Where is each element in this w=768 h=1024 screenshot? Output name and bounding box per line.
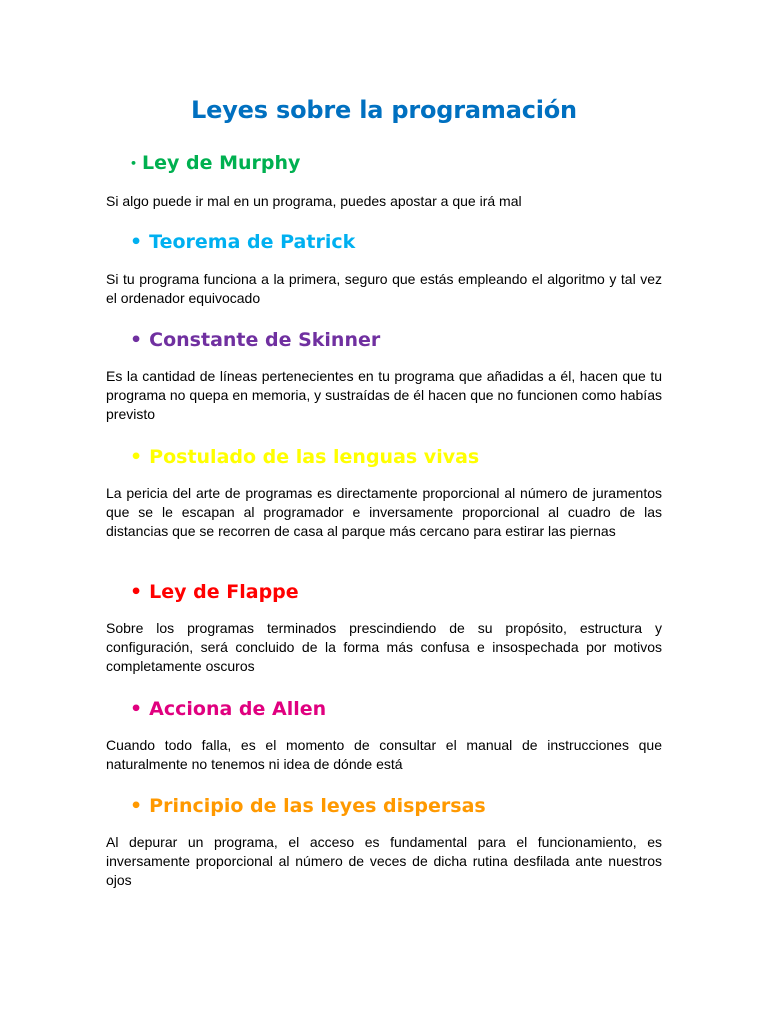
paragraph-teorema-de-patrick: Si tu programa funciona a la primera, seguro que estás empleando el algoritmo y tal vez el ordenador equivocado (106, 271, 662, 306)
heading-text: Teorema de Patrick (149, 231, 356, 253)
paragraph-principio-leyes-dispersas: Al depurar un programa, el acceso es fundamental para el funcionamiento, es inversamente proporcional al número de veces de dicha rutina desfilada ante nuestros ojos (106, 834, 662, 888)
bullet-icon: • (130, 795, 143, 817)
heading-teorema-de-patrick (130, 231, 355, 253)
heading-text: Postulado de las lenguas vivas (149, 446, 480, 468)
heading-ley-de-flappe (130, 581, 299, 603)
heading-acciona-de-allen (130, 698, 326, 720)
bullet-icon: • (130, 231, 143, 253)
heading-ley-de-murphy (130, 152, 300, 174)
heading-postulado-lenguas-vivas (130, 446, 479, 468)
heading-text: Constante de Skinner (149, 329, 381, 351)
bullet-icon: • (130, 581, 143, 603)
heading-text: Ley de Murphy (142, 152, 301, 174)
heading-constante-de-skinner (130, 329, 380, 351)
paragraph-acciona-de-allen: Cuando todo falla, es el momento de consultar el manual de instrucciones que naturalmente no tenemos ni idea de dónde está (106, 737, 662, 772)
heading-text: Principio de las leyes dispersas (149, 795, 486, 817)
paragraph-ley-de-flappe: Sobre los programas terminados prescindiendo de su propósito, estructura y configuración, será concluido de la forma más confusa e insospechada por motivos completamente oscuros (106, 620, 662, 674)
heading-text: Acciona de Allen (149, 698, 327, 720)
paragraph-ley-de-murphy: Si algo puede ir mal en un programa, puedes apostar a que irá mal (106, 193, 522, 209)
heading-principio-leyes-dispersas (130, 795, 486, 817)
paragraph-postulado-lenguas-vivas: La pericia del arte de programas es directamente proporcional al número de juramentos que se le escapan al programador e inversamente proporcional al cuadro de las distancias que se recorren de casa al parque más cercano para estirar las piernas (106, 485, 662, 539)
paragraph-constante-de-skinner: Es la cantidad de líneas pertenecientes en tu programa que añadidas a él, hacen que tu programa no quepa en memoria, y sustraídas de él hacen que no funcionen como habías previsto (106, 368, 662, 422)
bullet-icon: • (130, 157, 138, 170)
bullet-icon: • (130, 329, 143, 351)
heading-text: Ley de Flappe (149, 581, 299, 603)
bullet-icon: • (130, 698, 143, 720)
bullet-icon: • (130, 446, 143, 468)
page-title: Leyes sobre la programación (191, 96, 577, 124)
